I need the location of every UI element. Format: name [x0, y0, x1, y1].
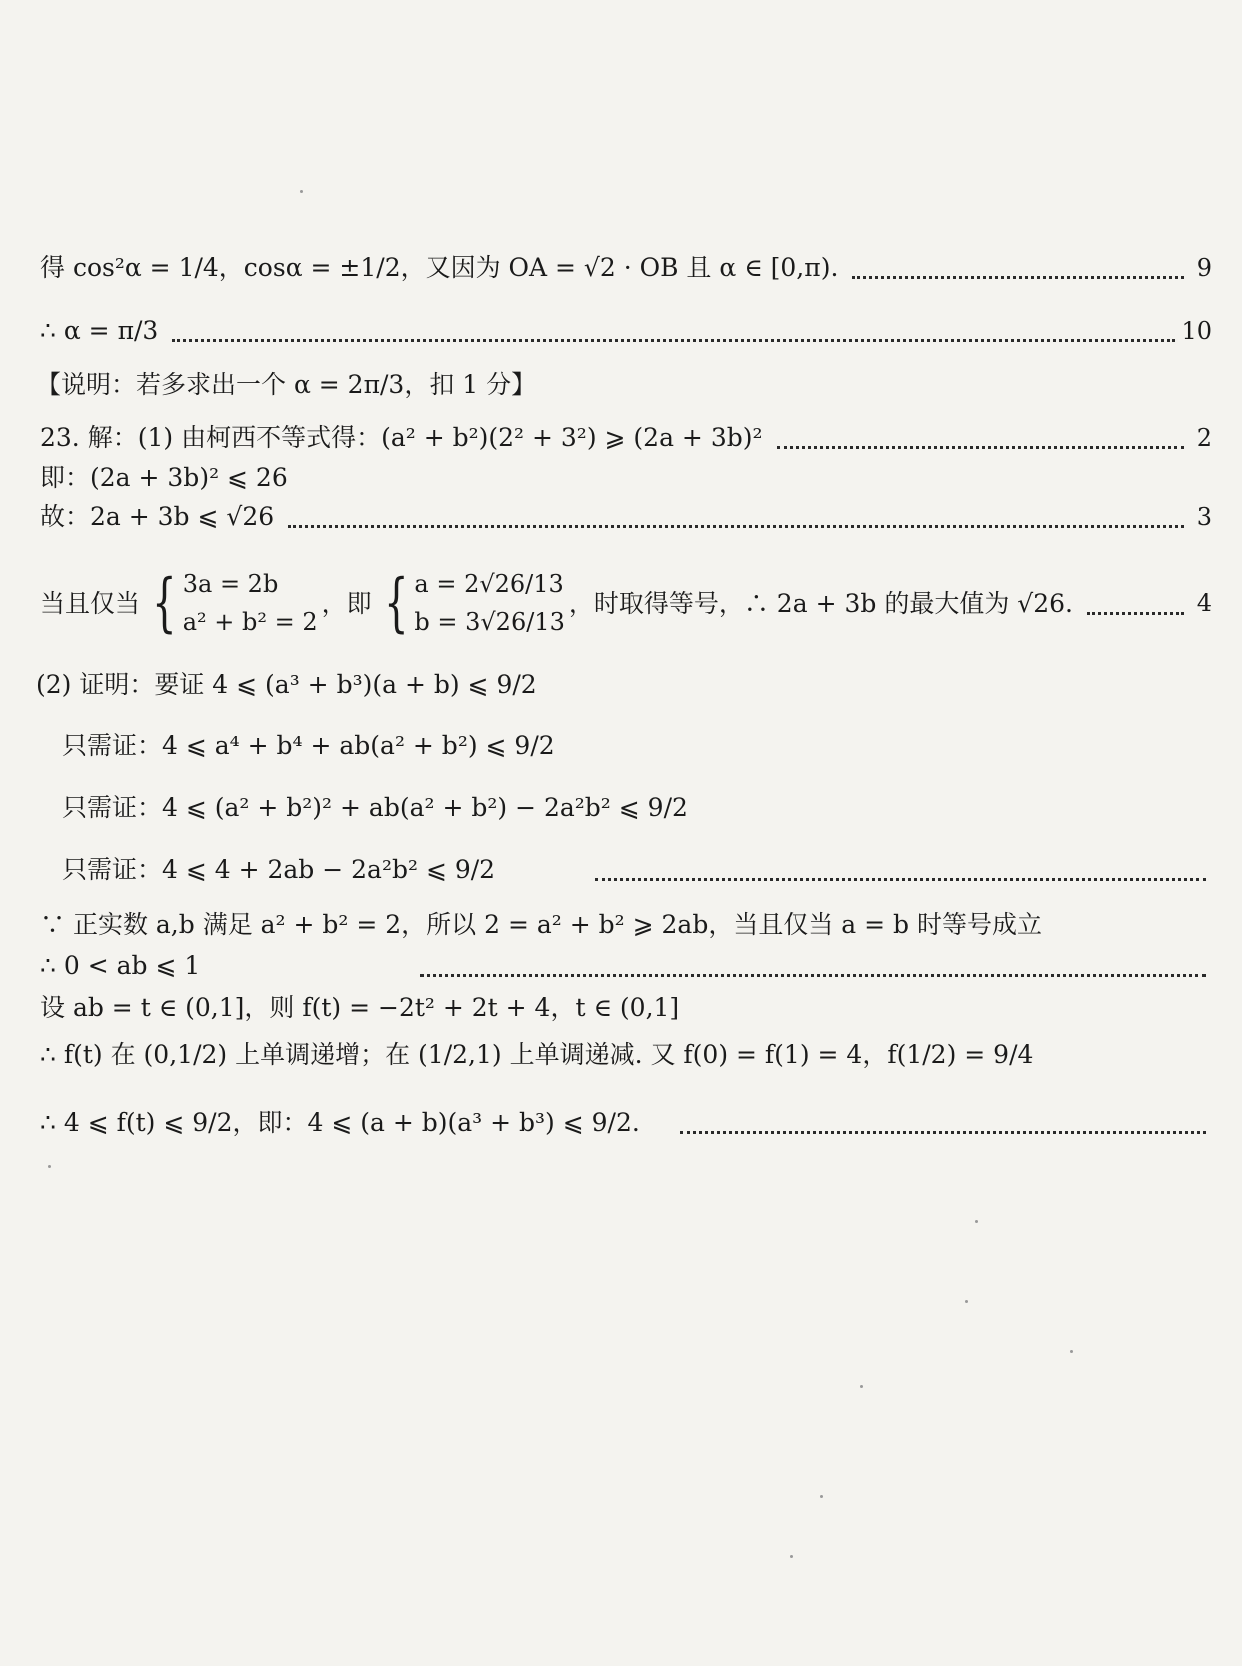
scan-speck	[790, 1555, 793, 1558]
scan-speck	[48, 1165, 51, 1168]
score-mark: 4	[1196, 589, 1212, 617]
line-monotonicity	[40, 1042, 1212, 1067]
line-text: 只需证：4 ⩽ 4 + 2ab − 2a²b² ⩽ 9/2	[62, 855, 496, 884]
line-sqrt-bound	[40, 504, 1212, 529]
scan-speck	[300, 190, 303, 193]
line-note	[36, 372, 1212, 397]
line-text: 只需证：4 ⩽ (a² + b²)² + ab(a² + b²) − 2a²b² ⩽ 9/2	[62, 793, 688, 822]
line-text: (2) 证明：要证 4 ⩽ (a³ + b³)(a + b) ⩽ 9/2	[36, 670, 537, 699]
system-row: 3a = 2b	[182, 570, 279, 598]
line-cos-alpha	[40, 255, 1212, 280]
scan-speck	[975, 1220, 978, 1223]
line-ab-range	[40, 953, 1212, 978]
line-text: ∴ 0 < ab ⩽ 1	[40, 951, 201, 980]
equation-system-2: { a = 2√26/13 b = 3√26/13	[383, 566, 565, 640]
dot-leader	[172, 339, 1175, 342]
scan-speck	[965, 1300, 968, 1303]
dot-leader	[288, 525, 1184, 528]
scan-speck	[1070, 1350, 1073, 1353]
line-part2-proof	[36, 672, 1212, 697]
line-positive-reals	[40, 912, 1212, 937]
line-need-prove-3	[62, 857, 1212, 882]
line-prefix: 当且仅当	[40, 588, 141, 618]
line-suffix: ，时取得等号，∴ 2a + 3b 的最大值为 √26.	[568, 588, 1073, 618]
score-mark: 3	[1196, 502, 1212, 531]
line-text: 只需证：4 ⩽ a⁴ + b⁴ + ab(a² + b²) ⩽ 9/2	[62, 731, 555, 760]
system-row: a² + b² = 2	[182, 608, 318, 636]
line-substitution	[40, 995, 1212, 1020]
line-square-bound	[40, 465, 1212, 490]
line-text: 23. 解：(1) 由柯西不等式得：(a² + b²)(2² + 3²) ⩾ (2a + 3b)²	[40, 423, 763, 452]
scan-speck	[860, 1385, 863, 1388]
line-text: ∴ f(t) 在 (0,1/2) 上单调递增；在 (1/2,1) 上单调递减. 又 f(0) = f(1) = 4，f(1/2) = 9/4	[40, 1040, 1034, 1069]
line-text: 故：2a + 3b ⩽ √26	[40, 502, 275, 531]
line-text: 得 cos²α = 1/4，cosα = ±1/2，又因为 OA = √2 · OB 且 α ∈ [0,π).	[40, 253, 839, 282]
line-q23-cauchy	[40, 425, 1212, 450]
line-mid: ，即	[321, 588, 372, 618]
line-text: ∵ 正实数 a,b 满足 a² + b² = 2，所以 2 = a² + b² ⩾ 2ab，当且仅当 a = b 时等号成立	[40, 910, 1042, 939]
line-equality-condition	[40, 548, 1212, 658]
dot-leader	[420, 974, 1206, 977]
line-conclusion	[40, 1110, 1212, 1135]
equation-system-1: { 3a = 2b a² + b² = 2	[152, 566, 318, 640]
line-text: ∴ α = π/3	[40, 316, 159, 345]
score-mark: 2	[1196, 423, 1212, 452]
score-mark: 9	[1196, 253, 1212, 282]
line-text: 即：(2a + 3b)² ⩽ 26	[40, 463, 288, 492]
line-text: 设 ab = t ∈ (0,1]，则 f(t) = −2t² + 2t + 4，t ∈ (0,1]	[40, 993, 680, 1022]
dot-leader	[777, 446, 1185, 449]
line-text: ∴ 4 ⩽ f(t) ⩽ 9/2，即：4 ⩽ (a + b)(a³ + b³) ⩽ 9/2.	[40, 1108, 640, 1137]
line-alpha-result	[40, 318, 1212, 343]
line-need-prove-1	[62, 733, 1212, 758]
system-row: b = 3√26/13	[414, 608, 565, 636]
scan-speck	[820, 1495, 823, 1498]
score-mark: 10	[1181, 316, 1212, 345]
note-text: 【说明：若多求出一个 α = 2π/3，扣 1 分】	[36, 370, 537, 399]
dot-leader	[1087, 612, 1184, 615]
line-need-prove-2	[62, 795, 1212, 820]
dot-leader	[595, 878, 1206, 881]
dot-leader	[852, 276, 1184, 279]
system-row: a = 2√26/13	[414, 570, 564, 598]
dot-leader	[680, 1131, 1206, 1134]
